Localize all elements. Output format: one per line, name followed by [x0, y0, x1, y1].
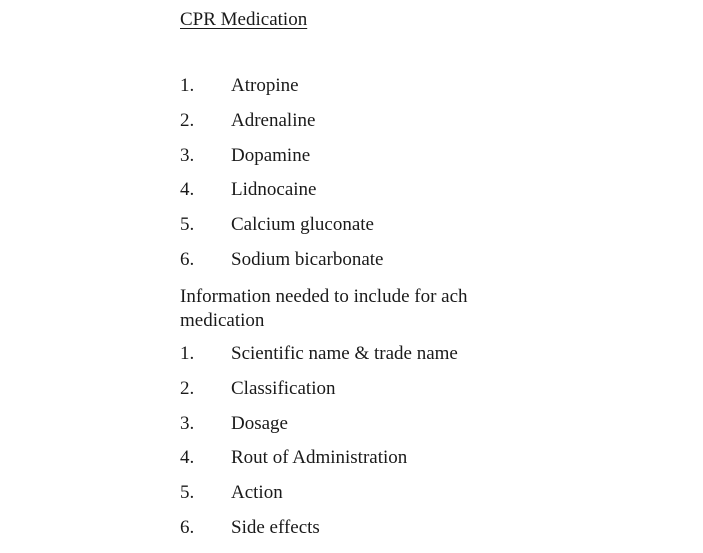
list-number: 2. [180, 377, 195, 399]
info-item-text: Scientific name & trade name [231, 343, 458, 364]
info-item-text: Dosage [231, 412, 288, 434]
list-number: 3. [180, 144, 195, 166]
info-heading: Information needed to include for ach medication [180, 286, 468, 331]
medication-name: Atropine [231, 75, 299, 96]
list-number: 6. [180, 248, 195, 270]
medication-name: Dopamine [231, 144, 311, 166]
list-number: 2. [180, 109, 195, 131]
info-item-text: Rout of Administration [231, 447, 408, 469]
medication-name: Calcium gluconate [231, 214, 374, 236]
document-title: CPR Medication [180, 9, 308, 30]
info-item-text: Side effects [231, 516, 320, 538]
list-number: 3. [180, 412, 195, 434]
medication-name: Adrenaline [231, 109, 316, 131]
medication-name: Lidnocaine [231, 179, 317, 201]
list-number: 6. [180, 516, 195, 538]
list-number: 5. [180, 482, 195, 504]
list-number: 4. [180, 179, 195, 201]
list-number: 4. [180, 447, 195, 469]
info-item-text: Classification [231, 377, 336, 399]
list-number: 5. [180, 214, 195, 236]
list-number: 1. [180, 75, 195, 96]
list-number: 1. [180, 343, 195, 364]
info-item-text: Action [231, 482, 283, 504]
medication-name: Sodium bicarbonate [231, 248, 384, 270]
